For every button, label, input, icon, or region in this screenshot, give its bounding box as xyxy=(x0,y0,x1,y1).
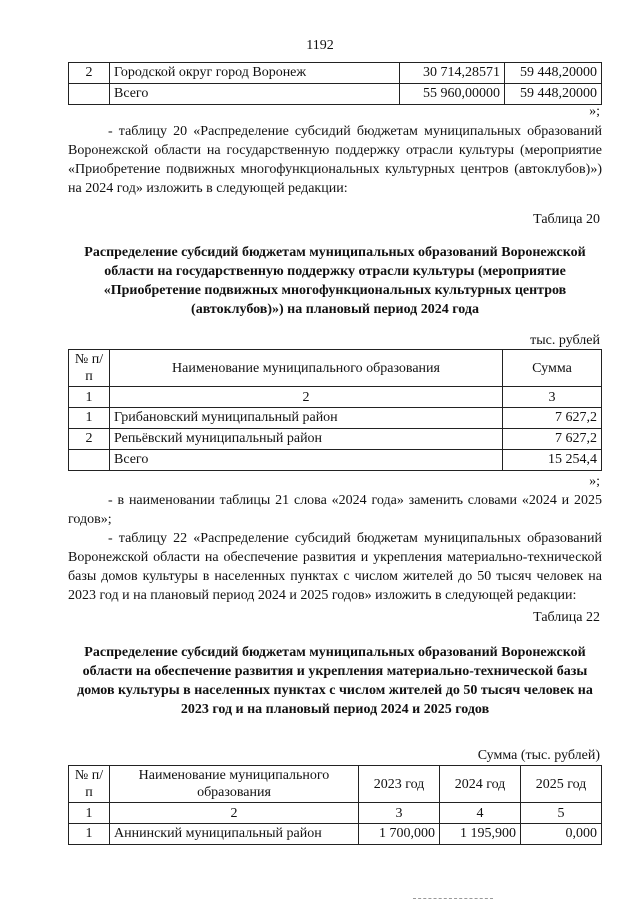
row-name: Аннинский муниципальный район xyxy=(110,824,359,845)
row-2025: 0,000 xyxy=(521,824,602,845)
table22-title: Распределение субсидий бюджетам муниципальных образований Воронежской области на обеспечение развития и укрепления материально-технической базы домов культуры в населенных пунктах с числом жителей до 50 тысяч человек на 2023 год и на плановый период 2024 и 2025 годов xyxy=(77,645,593,717)
col-number-2: 2 xyxy=(110,803,359,824)
row-number xyxy=(69,450,110,471)
row-sum: 15 254,4 xyxy=(503,450,602,471)
row-name: Городской округ город Воронеж xyxy=(110,63,400,84)
row-sum: 7 627,2 xyxy=(503,408,602,429)
row-name: Грибановский муниципальный район xyxy=(110,408,503,429)
table-row-total xyxy=(69,450,602,471)
bottom-dotted-line xyxy=(413,898,493,900)
header-name: Наименование муниципального образования xyxy=(110,350,503,387)
table22 xyxy=(68,765,602,845)
row-name: Репьёвский муниципальный район xyxy=(110,429,503,450)
paragraph-table22-intro: - таблицу 22 «Распределение субсидий бюджетам муниципальных образований Воронежской области на обеспечение развития и укрепления материально-технической базы домов культуры в населенных пунктах с числом жителей до 50 тысяч человек на 2023 год и на плановый период 2024 и 2025 годов» изложить в следующей редакции: xyxy=(68,531,602,603)
row-number: 2 xyxy=(69,429,110,450)
table20-units: тыс. рублей xyxy=(530,333,600,348)
table-row xyxy=(69,63,602,84)
col-number-4: 4 xyxy=(440,803,521,824)
col-number-3: 3 xyxy=(503,387,602,408)
table-row xyxy=(69,408,602,429)
table20 xyxy=(68,349,602,471)
header-2023: 2023 год xyxy=(359,766,440,803)
header-number: № п/п xyxy=(69,350,110,387)
table22-label: Таблица 22 xyxy=(533,610,600,625)
col-number-2: 2 xyxy=(110,387,503,408)
row-name: Всего xyxy=(110,450,503,471)
header-2024: 2024 год xyxy=(440,766,521,803)
row-sum: 7 627,2 xyxy=(503,429,602,450)
header-2025: 2025 год xyxy=(521,766,602,803)
row-number: 1 xyxy=(69,824,110,845)
table-column-numbers-row xyxy=(69,803,602,824)
row-name: Всего xyxy=(110,84,400,105)
table22-units: Сумма (тыс. рублей) xyxy=(477,748,600,763)
col-number-1: 1 xyxy=(69,387,110,408)
row-value-2: 59 448,20000 xyxy=(505,63,602,84)
table-header-row xyxy=(69,350,602,387)
row-number: 1 xyxy=(69,408,110,429)
col-number-3: 3 xyxy=(359,803,440,824)
col-number-1: 1 xyxy=(69,803,110,824)
header-sum: Сумма xyxy=(503,350,602,387)
quote-end: »; xyxy=(589,104,600,119)
quote-end: »; xyxy=(589,474,600,489)
table-header-row xyxy=(69,766,602,803)
header-number: № п/п xyxy=(69,766,110,803)
paragraph-table20-intro: - таблицу 20 «Распределение субсидий бюджетам муниципальных образований Воронежской области на государственную поддержку отрасли культуры (мероприятие «Приобретение подвижных многофункциональных культурных центров (автоклубов)») на 2024 год» изложить в следующей редакции: xyxy=(68,124,602,196)
table-column-numbers-row xyxy=(69,387,602,408)
page-number: 1192 xyxy=(306,38,334,53)
row-2023: 1 700,000 xyxy=(359,824,440,845)
row-number: 2 xyxy=(69,63,110,84)
table20-label: Таблица 20 xyxy=(533,212,600,227)
row-value-1: 55 960,00000 xyxy=(400,84,505,105)
row-2024: 1 195,900 xyxy=(440,824,521,845)
col-number-5: 5 xyxy=(521,803,602,824)
row-number xyxy=(69,84,110,105)
table-row xyxy=(69,824,602,845)
header-name: Наименование муниципального образования xyxy=(110,766,359,803)
table-row xyxy=(69,429,602,450)
top-table xyxy=(68,62,602,105)
table20-title: Распределение субсидий бюджетам муниципальных образований Воронежской области на государственную поддержку отрасли культуры (мероприятие «Приобретение подвижных многофункциональных культурных центров (автоклубов)») на плановый период 2024 года xyxy=(84,245,586,317)
paragraph-table21-change: - в наименовании таблицы 21 слова «2024 года» заменить словами «2024 и 2025 годов»; xyxy=(68,493,602,527)
row-value-2: 59 448,20000 xyxy=(505,84,602,105)
table-row-total xyxy=(69,84,602,105)
row-value-1: 30 714,28571 xyxy=(400,63,505,84)
